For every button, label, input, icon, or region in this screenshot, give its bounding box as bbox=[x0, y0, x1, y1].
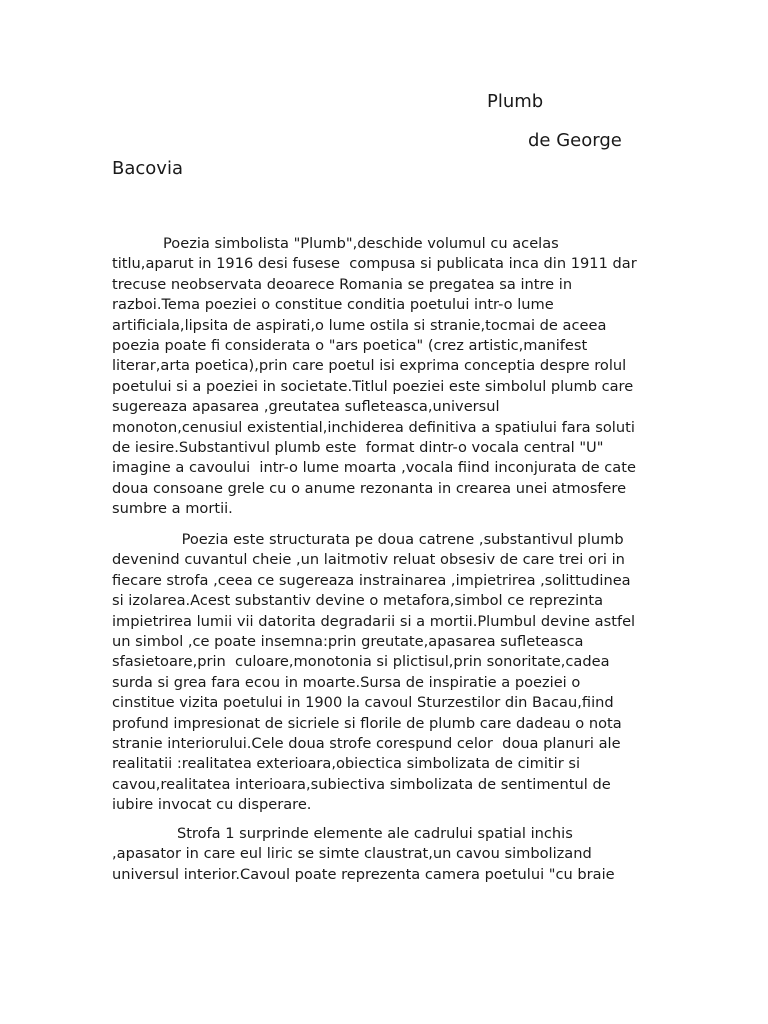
paragraph-line: stranie interiorului.Cele doua strofe corespund celor doua planuri ale bbox=[112, 734, 621, 752]
paragraph-line: doua consoane grele cu o anume rezonanta in crearea unei atmosfere bbox=[112, 479, 627, 497]
paragraph-line: surda si grea fara ecou in moarte.Sursa de inspiratie a poeziei o bbox=[112, 673, 581, 691]
paragraph-line: si izolarea.Acest substantiv devine o metafora,simbol ce reprezinta bbox=[112, 592, 604, 610]
paragraph-line: Poezia simbolista "Plumb",deschide volumul cu acelas bbox=[112, 235, 559, 252]
title-author-surname: Bacovia bbox=[112, 158, 183, 179]
paragraph-line: literar,arta poetica),prin care poetul isi exprima conceptia despre rolul bbox=[112, 357, 627, 375]
paragraph-2 bbox=[112, 530, 672, 815]
paragraph-line: devenind cuvantul cheie ,un laitmotiv reluat obsesiv de care trei ori in bbox=[112, 551, 625, 569]
paragraph-line: cinstitue vizita poetului in 1900 la cavoul Sturzestilor din Bacau,fiind bbox=[112, 694, 614, 712]
paragraph-line: artificiala,lipsita de aspirati,o lume ostila si stranie,tocmai de aceea bbox=[112, 316, 607, 334]
paragraph-line: impietrirea lumii vii datorita degradarii si a mortii.Plumbul devine astfel bbox=[112, 612, 636, 630]
title-author-prefix: de George bbox=[528, 130, 622, 151]
paragraph-line: Poezia este structurata pe doua catrene ,substantivul plumb bbox=[112, 531, 624, 548]
paragraph-3 bbox=[112, 824, 672, 885]
paragraph-line: fiecare strofa ,ceea ce sugereaza instrainarea ,impietrirea ,solittudinea bbox=[112, 571, 631, 589]
paragraph-line: iubire invocat cu disperare. bbox=[112, 796, 312, 814]
paragraph-line: un simbol ,ce poate insemna:prin greutate,apasarea sufleteasca bbox=[112, 632, 584, 650]
paragraph-line: de iesire.Substantivul plumb este format dintr-o vocala central "U" bbox=[112, 438, 604, 456]
paragraph-line: sfasietoare,prin culoare,monotonia si plictisul,prin sonoritate,cadea bbox=[112, 653, 610, 671]
paragraph-line: realitatii :realitatea exterioara,obiectica simbolizata de cimitir si bbox=[112, 755, 581, 773]
paragraph-line: ,apasator in care eul liric se simte claustrat,un cavou simbolizand bbox=[112, 845, 592, 863]
paragraph-line: monoton,cenusiul existential,inchiderea definitiva a spatiului fara soluti bbox=[112, 418, 635, 436]
paragraph-line: cavou,realitatea interioara,subiectiva simbolizata de sentimentul de bbox=[112, 775, 611, 793]
paragraph-line: titlu,aparut in 1916 desi fusese compusa si publicata inca din 1911 dar bbox=[112, 255, 637, 273]
paragraph-1 bbox=[112, 234, 672, 519]
paragraph-line: razboi.Tema poeziei o constitue conditia poetului intr-o lume bbox=[112, 296, 554, 314]
paragraph-line: poezia poate fi considerata o "ars poetica" (crez artistic,manifest bbox=[112, 336, 588, 354]
paragraph-line: trecuse neobservata deoarece Romania se pregatea sa intre in bbox=[112, 275, 573, 293]
paragraph-line: poetului si a poeziei in societate.Titlul poeziei este simbolul plumb care bbox=[112, 377, 634, 395]
paragraph-line: Strofa 1 surprinde elemente ale cadrului spatial inchis bbox=[112, 825, 573, 842]
title-plumb: Plumb bbox=[487, 91, 544, 112]
paragraph-line: sugereaza apasarea ,greutatea sufleteasca,universul bbox=[112, 398, 500, 416]
paragraph-line: sumbre a mortii. bbox=[112, 500, 233, 518]
paragraph-line: imagine a cavoului intr-o lume moarta ,vocala fiind inconjurata de cate bbox=[112, 459, 636, 477]
paragraph-line: profund impresionat de sicriele si florile de plumb care dadeau o nota bbox=[112, 714, 622, 732]
paragraph-line: universul interior.Cavoul poate reprezenta camera poetului "cu braie bbox=[112, 865, 615, 883]
